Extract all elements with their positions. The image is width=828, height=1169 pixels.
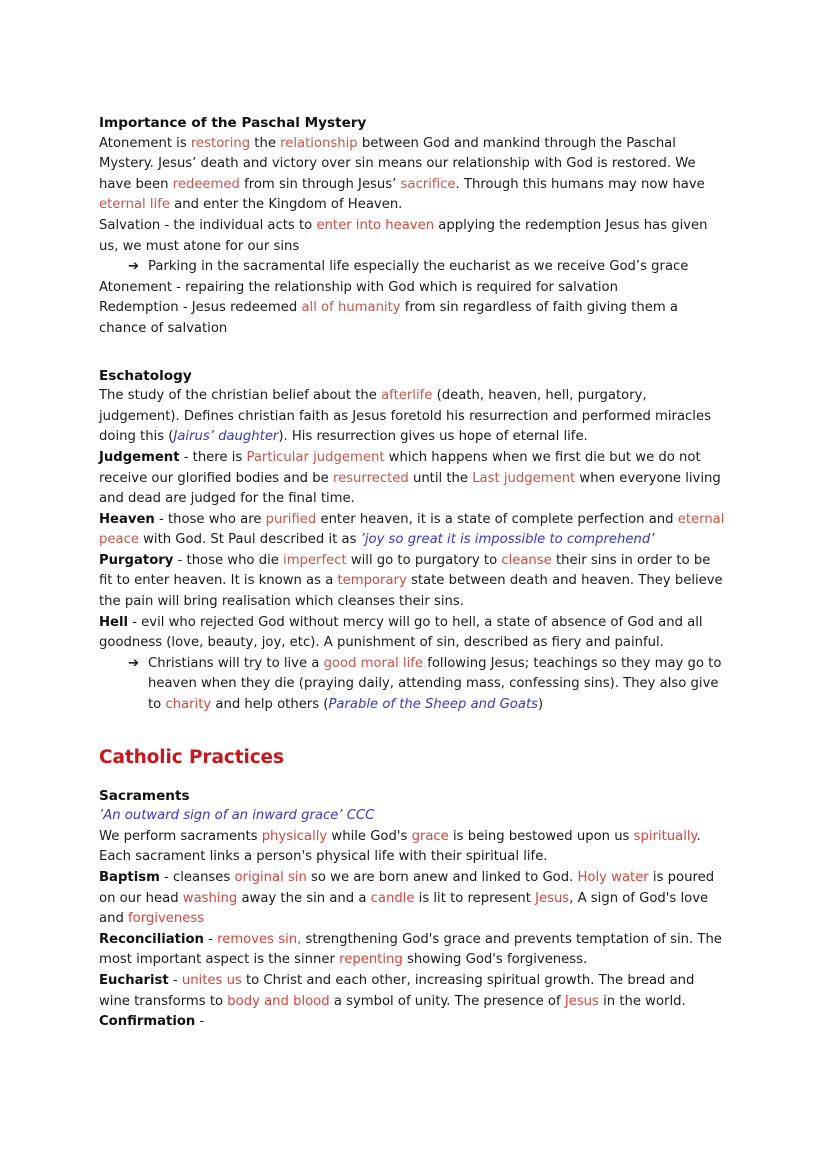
text-run: Atonement is xyxy=(99,135,191,151)
text-run-hl-strong: washing xyxy=(182,890,238,906)
text-run-hl-strong: Jesus xyxy=(535,890,570,906)
text-run-quote: Jairus’ daughter xyxy=(173,429,279,445)
bullet-text xyxy=(148,257,725,278)
text-run-term: Eucharist xyxy=(99,972,169,988)
text-run: the xyxy=(250,135,281,151)
text-run: between God and mankind through the Paschal Mystery. Jesus’ death and victory over sin means our relationship with God is restored. We have been xyxy=(99,135,696,192)
text-run: which happens when we first die but we do not receive our glorified bodies and be xyxy=(99,449,701,486)
arrow-right-icon: ➔ xyxy=(128,259,140,275)
paragraph-sacraments-intro xyxy=(99,827,725,868)
text-run-term: Baptism xyxy=(99,870,160,885)
section-paschal-mystery xyxy=(99,113,725,340)
paragraph-hell xyxy=(99,613,725,654)
text-run: until the xyxy=(408,470,473,486)
text-run: Salvation - the individual acts to xyxy=(99,217,317,233)
text-run: - there is xyxy=(179,449,247,465)
text-run: Christians will try to live a xyxy=(148,655,324,671)
section-eschatology xyxy=(99,340,725,716)
text-run-hl: afterlife xyxy=(381,388,433,404)
text-run-hl: eternal life xyxy=(99,197,170,213)
title-spacer xyxy=(99,770,725,778)
text-run-hl: redeemed xyxy=(172,176,240,192)
text-run-term: Confirmation xyxy=(99,1014,196,1030)
text-run-hl-strong: repenting xyxy=(339,952,403,968)
text-run-hl-strong: Jesus xyxy=(564,993,599,1009)
text-run-hl-strong: physically xyxy=(261,828,328,844)
text-run-hl-strong: grace xyxy=(411,828,449,844)
paragraph-atonement-def xyxy=(99,278,725,299)
text-run: in the world. xyxy=(598,993,686,1009)
document-body xyxy=(99,113,725,1033)
text-run-term: Heaven xyxy=(99,511,155,527)
text-run-quote: Parable of the Sheep and Goats xyxy=(328,697,538,713)
subheading-sacraments-subheading xyxy=(99,786,725,807)
text-run-hl-strong: removes sin, xyxy=(217,931,302,947)
text-run: Atonement - repairing the relationship with God which is required for salvation xyxy=(99,279,618,295)
text-run: Parking in the sacramental life especially the eucharist as we receive God’s grace xyxy=(148,259,689,275)
text-run-hl-strong: body and blood xyxy=(227,993,330,1009)
text-run-hl-strong: forgiveness xyxy=(128,911,205,927)
text-run: - xyxy=(195,1014,205,1030)
paragraph-baptism xyxy=(99,868,725,930)
text-run: (death, heaven, hell, purgatory, judgement). Defines christian faith as Jesus foretold his resurrection and performed miracles doing this ( xyxy=(99,388,711,445)
text-run: is being bestowed upon us xyxy=(448,828,634,844)
text-run-hl: resurrected xyxy=(332,470,409,486)
text-run: while God's xyxy=(327,828,412,844)
bullet-text xyxy=(148,654,725,716)
text-run: from sin through Jesus’ xyxy=(239,176,401,192)
paragraph-heaven xyxy=(99,510,725,551)
text-run: Redemption - Jesus redeemed xyxy=(99,300,302,316)
text-run: enter heaven, it is a state of complete perfection and xyxy=(316,511,678,527)
text-run: . Each sacrament links a person's physical life with their spiritual life. xyxy=(99,828,701,865)
text-run-hl-strong: charity xyxy=(165,697,212,713)
text-run-hl: all of humanity xyxy=(301,300,401,316)
paragraph-reconciliation xyxy=(99,930,725,971)
text-run-term: Judgement xyxy=(99,449,180,465)
text-run-hl-strong: candle xyxy=(370,890,415,906)
text-run: state between death and heaven. They believe the pain will bring realisation which cleanses their sins. xyxy=(99,573,723,610)
text-run: Sacraments xyxy=(99,787,190,804)
paragraph-eucharist xyxy=(99,971,725,1012)
text-run-hl-strong: cleanse xyxy=(501,552,552,568)
bullet-sacramental-life xyxy=(99,257,725,278)
paragraph-eschatology-intro xyxy=(99,386,725,448)
text-run: - cleanses xyxy=(159,870,235,885)
section-spacer xyxy=(99,340,725,366)
text-run: The study of the christian belief about the xyxy=(99,388,382,404)
text-run: - those who die xyxy=(173,552,284,568)
text-run-term: Reconciliation xyxy=(99,931,204,947)
section-spacer xyxy=(99,716,725,746)
text-run: will go to purgatory to xyxy=(346,552,502,568)
text-run: applying the redemption Jesus has given us, we must atone for our sins xyxy=(99,217,708,254)
arrow-right-icon: ➔ xyxy=(128,655,140,671)
paragraph-salvation xyxy=(99,216,725,257)
text-run-hl: eternal peace xyxy=(99,511,725,548)
text-run-hl: sacrifice xyxy=(400,176,456,192)
text-run: from sin regardless of faith giving them a chance of salvation xyxy=(99,300,678,336)
text-run-hl-strong: spiritually xyxy=(633,828,697,844)
text-run-term: Purgatory xyxy=(99,552,174,568)
text-run-hl-strong: enter into heaven xyxy=(316,217,435,233)
text-run-hl: purified xyxy=(265,511,317,527)
text-run-hl: relationship xyxy=(280,135,358,151)
text-run: We perform sacraments xyxy=(99,828,262,844)
text-run-quote: ’joy so great it is impossible to comprehend’ xyxy=(360,532,655,548)
text-run: ). His resurrection gives us hope of eternal life. xyxy=(278,429,588,445)
heading-paschal-mystery: Importance of the Paschal Mystery xyxy=(99,115,367,131)
text-run: , A sign of God's love and xyxy=(99,890,709,927)
paragraph-redemption-def xyxy=(99,298,725,339)
text-run: - xyxy=(168,972,182,988)
paragraph-ccc-quote xyxy=(99,806,725,827)
text-run: - xyxy=(203,931,218,947)
text-run: when everyone living and dead are judged for the final time. xyxy=(99,470,721,507)
paragraph-atonement-intro xyxy=(99,134,725,216)
text-run: is poured on our head xyxy=(99,870,715,906)
text-run: ) xyxy=(537,697,544,713)
text-run: with God. St Paul described it as xyxy=(138,532,361,548)
text-run: to Christ and each other, increasing spiritual growth. The bread and wine transforms to xyxy=(99,972,695,1009)
text-run-quote: ’An outward sign of an inward grace’ CCC xyxy=(99,808,375,824)
text-run-hl: Particular judgement xyxy=(246,449,385,465)
heading-catholic-practices: Catholic Practices xyxy=(99,746,284,768)
text-run: . Through this humans may now have xyxy=(455,176,705,192)
paragraph-judgement xyxy=(99,448,725,510)
text-run-hl: imperfect xyxy=(283,552,347,568)
text-run: a symbol of unity. The presence of xyxy=(329,993,565,1009)
subheading-spacer xyxy=(99,778,725,786)
text-run-hl: restoring xyxy=(190,135,251,151)
text-run-hl-strong: unites us xyxy=(181,972,242,988)
text-run: - evil who rejected God without mercy will go to hell, a state of absence of God and all goodness (love, beauty, joy, etc). A punishment of sin, described as fiery and painful. xyxy=(99,614,703,651)
text-run: - those who are xyxy=(154,511,266,527)
text-run: away the sin and a xyxy=(237,890,371,906)
text-run: following Jesus; teachings so they may go to heaven when they die (praying daily, attending mass, confessing sins). They also give to xyxy=(148,655,722,713)
text-run: is lit to represent xyxy=(414,890,536,906)
paragraph-purgatory xyxy=(99,551,725,613)
text-run-hl: Last judgement xyxy=(472,470,576,486)
text-run: their sins in order to be fit to enter heaven. It is known as a xyxy=(99,552,711,589)
text-run-hl-strong: temporary xyxy=(337,573,407,589)
text-run: showing God's forgiveness. xyxy=(402,952,588,968)
text-run-hl-strong: Holy water xyxy=(577,870,649,885)
paragraph-confirmation xyxy=(99,1012,725,1033)
text-run: and help others ( xyxy=(211,697,329,713)
text-run: and enter the Kingdom of Heaven. xyxy=(169,197,403,213)
text-run: strengthening God's grace and prevents temptation of sin. The most important aspect is the sinner xyxy=(99,931,722,968)
text-run: so we are born anew and linked to God. xyxy=(306,870,578,885)
text-run-term: Hell xyxy=(99,614,129,630)
bullet-good-moral-life xyxy=(99,654,725,716)
section-catholic-practices xyxy=(99,716,725,1033)
text-run-hl-strong: original sin xyxy=(234,870,307,885)
text-run-hl: good moral life xyxy=(323,655,423,671)
heading-eschatology: Eschatology xyxy=(99,367,192,384)
